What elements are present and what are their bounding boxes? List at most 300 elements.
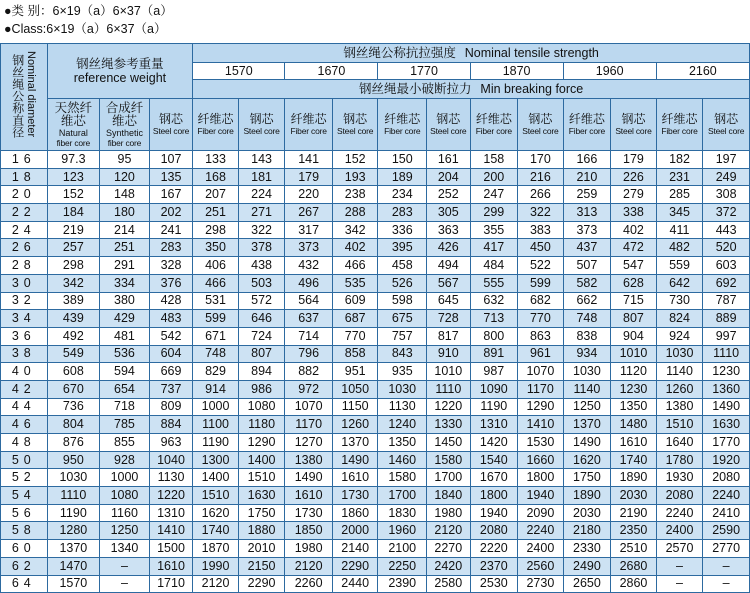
nominal-diameter-cell: 60 [1,540,48,558]
weight-cell: 669 [149,363,193,381]
breaking-force-cell: 2390 [378,575,427,593]
weight-cell: 876 [47,434,100,452]
breaking-force-cell: 858 [332,345,378,363]
table-row [1,168,750,186]
breaking-force-cell: 266 [518,186,564,204]
weight-cell: 214 [100,221,150,239]
nominal-diameter-cell: 32 [1,292,48,310]
breaking-force-cell: 1530 [518,434,564,452]
weight-cell: 536 [100,345,150,363]
weight-cell: 549 [47,345,100,363]
weight-cell: 1710 [149,575,193,593]
breaking-force-cell: 2350 [611,522,657,540]
breaking-force-cell: 1780 [656,451,703,469]
breaking-force-cell: 535 [332,274,378,292]
breaking-force-cell: 1850 [285,522,333,540]
steel-core-cn: 钢芯 [343,112,368,126]
steel-core-1960 [611,99,657,151]
fiber-core-en: Fiber core [290,126,327,136]
weight-cell: – [100,575,150,593]
table-row [1,522,750,540]
breaking-force-cell: 838 [563,327,611,345]
breaking-force-cell: 2030 [563,504,611,522]
weight-cell: 202 [149,204,193,222]
breaking-force-cell: 863 [518,327,564,345]
breaking-force-cell: 363 [427,221,471,239]
steel-core-1670 [332,99,378,151]
breaking-force-cell: 748 [563,310,611,328]
breaking-force-cell: 555 [470,274,518,292]
breaking-force-cell: 231 [656,168,703,186]
breaking-force-cell: 1580 [378,469,427,487]
breaking-force-cell: 1800 [470,487,518,505]
breaking-force-cell: 2650 [563,575,611,593]
steel-core-en: Steel core [615,126,652,136]
fiber-core-en: Fiber core [661,126,698,136]
weight-cell: 1470 [47,557,100,575]
breaking-force-cell: 1490 [332,451,378,469]
table-row [1,345,750,363]
breaking-force-cell: 402 [611,221,657,239]
caption-class-cn: ●类 别：6×19（a）6×37（a） [4,4,173,18]
fiber-core-cn: 纤维芯 [384,112,421,126]
breaking-force-cell: 2120 [285,557,333,575]
breaking-force-cell: 572 [238,292,285,310]
breaking-force-cell: 1010 [427,363,471,381]
nominal-diameter-cell: 16 [1,151,48,169]
nominal-diameter-cell: 52 [1,469,48,487]
breaking-force-cell: 1310 [470,416,518,434]
breaking-force-cell: 882 [285,363,333,381]
breaking-force-cell: 1220 [427,398,471,416]
breaking-force-cell: 220 [285,186,333,204]
breaking-force-cell: 373 [285,239,333,257]
breaking-force-cell: 951 [332,363,378,381]
breaking-force-cell: 152 [332,151,378,169]
breaking-force-cell: 796 [285,345,333,363]
breaking-force-cell: 714 [285,327,333,345]
fiber-core-cn: 纤维芯 [661,112,698,126]
breaking-force-cell: 1140 [563,380,611,398]
steel-core-cn: 钢芯 [249,112,274,126]
breaking-force-cell: 1230 [703,363,750,381]
breaking-force-cell: 484 [470,257,518,275]
breaking-force-cell: 1420 [470,434,518,452]
weight-cell: 492 [47,327,100,345]
weight-cell: 804 [47,416,100,434]
fiber-core-2160 [656,99,703,151]
breaking-force-cell: 924 [656,327,703,345]
weight-cell: 97.3 [47,151,100,169]
nominal-diameter-cell: 22 [1,204,48,222]
table-row [1,310,750,328]
weight-cell: 428 [149,292,193,310]
breaking-force-cell: 1730 [285,504,333,522]
breaking-force-cell: 1630 [238,487,285,505]
table-row [1,504,750,522]
breaking-force-cell: 1070 [285,398,333,416]
weight-cell: 167 [149,186,193,204]
table-row [1,239,750,257]
steel-core-1570 [238,99,285,151]
breaking-force-cell: 682 [518,292,564,310]
table-row [1,469,750,487]
natural-fiber-cn-2: 维芯 [60,113,86,128]
breaking-force-cell: 2190 [611,504,657,522]
table-row [1,557,750,575]
breaking-force-cell: 2490 [563,557,611,575]
table-row [1,434,750,452]
fiber-core-1570 [193,99,239,151]
breaking-force-cell: 824 [656,310,703,328]
fiber-core-cn: 纤维芯 [197,112,234,126]
breaking-force-cell: 1350 [611,398,657,416]
breaking-force-cell: 645 [427,292,471,310]
breaking-force-cell: 1620 [563,451,611,469]
fiber-core-en: Fiber core [568,126,606,136]
weight-cell: 1410 [149,522,193,540]
breaking-force-cell: 1890 [611,469,657,487]
breaking-force-cell: 267 [285,204,333,222]
breaking-force-cell: 373 [563,221,611,239]
nominal-diameter-cell: 42 [1,380,48,398]
breaking-force-cell: 432 [285,257,333,275]
weight-cell: 481 [100,327,150,345]
breaking-force-cell: 1360 [703,380,750,398]
breaking-force-cell: 1890 [563,487,611,505]
grade-1960: 1960 [563,63,656,80]
nominal-diameter-cell: 62 [1,557,48,575]
breaking-force-cell: 2220 [470,540,518,558]
breaking-force-cell: 2080 [656,487,703,505]
breaking-header-en: Min breaking force [480,82,584,96]
breaking-force-cell: 800 [470,327,518,345]
weight-cell: 107 [149,151,193,169]
breaking-force-cell: 520 [703,239,750,257]
table-row [1,292,750,310]
breaking-force-cell: 1050 [332,380,378,398]
breaking-force-cell: 308 [703,186,750,204]
weight-cell: 1030 [47,469,100,487]
weight-cell: 1340 [100,540,150,558]
breaking-force-cell: 247 [470,186,518,204]
breaking-force-cell: 891 [470,345,518,363]
weight-cell: 1040 [149,451,193,469]
table-row [1,487,750,505]
weight-cell: 1000 [100,469,150,487]
weight-cell: 328 [149,257,193,275]
breaking-force-cell: 342 [332,221,378,239]
weight-cell: 604 [149,345,193,363]
breaking-force-cell: 197 [703,151,750,169]
breaking-force-cell: 166 [563,151,611,169]
nominal-diameter-cell: 64 [1,575,48,593]
breaking-force-cell: 1700 [427,469,471,487]
breaking-force-cell: 2290 [238,575,285,593]
breaking-force-cell: 1260 [656,380,703,398]
breaking-header-cn: 钢丝绳最小破断拉力 [359,82,472,96]
breaking-force-cell: 482 [656,239,703,257]
breaking-force-cell: 2580 [427,575,471,593]
weight-cell: 251 [100,239,150,257]
breaking-force-cell: 2030 [611,487,657,505]
breaking-force-cell: 2240 [518,522,564,540]
breaking-force-cell: 179 [611,151,657,169]
breaking-force-cell: 1980 [427,504,471,522]
breaking-force-cell: 2410 [703,504,750,522]
steel-core-en: Steel core [522,126,559,136]
table-row [1,327,750,345]
breaking-force-cell: 1030 [656,345,703,363]
breaking-force-cell: 894 [238,363,285,381]
table-row [1,363,750,381]
breaking-force-cell: 2010 [238,540,285,558]
breaking-force-cell: 582 [563,274,611,292]
breaking-force-cell: 285 [656,186,703,204]
breaking-force-cell: 522 [518,257,564,275]
breaking-force-cell: 1930 [656,469,703,487]
breaking-force-cell: 910 [427,345,471,363]
weight-cell: 1250 [100,522,150,540]
diameter-header-en: Nominal diameter [24,51,37,138]
breaking-force-cell: 807 [611,310,657,328]
breaking-force-cell: 632 [470,292,518,310]
breaking-force-cell: 1250 [563,398,611,416]
breaking-force-cell: 807 [238,345,285,363]
weight-cell: 184 [47,204,100,222]
weight-cell: 1570 [47,575,100,593]
weight-cell: 135 [149,168,193,186]
breaking-force-cell: 1380 [285,451,333,469]
steel-core-weight-header [149,99,193,151]
breaking-force-cell: 1490 [563,434,611,452]
breaking-force-cell: 646 [238,310,285,328]
breaking-force-cell: 987 [470,363,518,381]
breaking-force-cell: 904 [611,327,657,345]
steel-core-1870 [518,99,564,151]
weight-cell: 718 [100,398,150,416]
breaking-force-cell: 216 [518,168,564,186]
grade-2160: 2160 [656,63,749,80]
fiber-core-en: Fiber core [384,126,421,136]
breaking-force-cell: 531 [193,292,239,310]
breaking-force-cell: 411 [656,221,703,239]
breaking-force-cell: 2770 [703,540,750,558]
breaking-force-cell: 1170 [518,380,564,398]
breaking-force-cell: 1490 [285,469,333,487]
grade-1870: 1870 [470,63,563,80]
breaking-force-cell: 829 [193,363,239,381]
table-row [1,451,750,469]
weight-cell: 1160 [100,504,150,522]
synthetic-fiber-cn-2: 维芯 [111,113,137,128]
breaking-force-cell: 1610 [332,469,378,487]
breaking-force-cell: – [656,575,703,593]
breaking-force-cell: 972 [285,380,333,398]
breaking-force-cell: 1960 [378,522,427,540]
nominal-diameter-cell: 56 [1,504,48,522]
breaking-force-cell: 770 [518,310,564,328]
nominal-diameter-cell: 46 [1,416,48,434]
nominal-diameter-cell: 40 [1,363,48,381]
breaking-force-cell: 234 [378,186,427,204]
breaking-force-cell: 1300 [193,451,239,469]
steel-core-cn: 钢芯 [436,112,461,126]
synthetic-fiber-core-header [100,99,150,151]
breaking-force-cell: 1510 [238,469,285,487]
breaking-force-cell: 889 [703,310,750,328]
breaking-force-cell: 675 [378,310,427,328]
breaking-force-cell: 503 [238,274,285,292]
breaking-force-cell: 603 [703,257,750,275]
weight-cell: 737 [149,380,193,398]
steel-core-2160 [703,99,750,151]
breaking-force-cell: 787 [703,292,750,310]
fiber-core-cn: 纤维芯 [475,112,512,126]
breaking-force-cell: 496 [285,274,333,292]
breaking-force-cell: 259 [563,186,611,204]
breaking-force-cell: 1840 [427,487,471,505]
weight-cell: 950 [47,451,100,469]
breaking-force-cell: 1170 [285,416,333,434]
wire-rope-spec-table [0,43,750,593]
breaking-force-cell: 1100 [193,416,239,434]
breaking-force-cell: 143 [238,151,285,169]
breaking-force-cell: 204 [427,168,471,186]
weight-cell: 855 [100,434,150,452]
breaking-force-cell: 1190 [193,434,239,452]
breaking-force-cell: 1350 [378,434,427,452]
breaking-force-cell: 1510 [193,487,239,505]
breaking-force-cell: 2400 [656,522,703,540]
breaking-force-cell: 2420 [427,557,471,575]
weight-cell: 1370 [47,540,100,558]
breaking-force-cell: 207 [193,186,239,204]
fiber-core-1770 [378,99,427,151]
breaking-force-cell: 317 [285,221,333,239]
breaking-force-cell: 986 [238,380,285,398]
breaking-force-cell: 200 [470,168,518,186]
table-row [1,398,750,416]
breaking-force-cell: 2440 [332,575,378,593]
breaking-force-cell: 2370 [470,557,518,575]
breaking-force-cell: 161 [427,151,471,169]
natural-fiber-cn-1: 天然纤 [54,100,93,115]
weight-cell: 1130 [149,469,193,487]
breaking-force-cell: 662 [563,292,611,310]
breaking-force-cell: 238 [332,186,378,204]
breaking-force-cell: 417 [470,239,518,257]
breaking-force-cell: 402 [332,239,378,257]
table-row [1,186,750,204]
table-row [1,274,750,292]
breaking-force-cell: 1580 [427,451,471,469]
breaking-force-cell: 1110 [427,380,471,398]
breaking-force-cell: 564 [285,292,333,310]
breaking-force-cell: 713 [470,310,518,328]
breaking-force-cell: 170 [518,151,564,169]
breaking-force-cell: 770 [332,327,378,345]
breaking-force-cell: 2250 [378,557,427,575]
breaking-force-cell: 2270 [427,540,471,558]
grade-1770: 1770 [378,63,470,80]
breaking-force-cell: 193 [332,168,378,186]
breaking-force-cell: 249 [703,168,750,186]
breaking-force-cell: 226 [611,168,657,186]
breaking-force-cell: 2530 [470,575,518,593]
breaking-force-cell: 817 [427,327,471,345]
breaking-force-cell: 426 [427,239,471,257]
breaking-force-cell: 133 [193,151,239,169]
steel-core-cn: 钢芯 [159,112,184,126]
breaking-force-cell: 997 [703,327,750,345]
breaking-force-cell: 2590 [703,522,750,540]
breaking-force-cell: 1700 [378,487,427,505]
breaking-force-cell: 1090 [470,380,518,398]
weight-cell: 439 [47,310,100,328]
synthetic-fiber-en-2: fiber core [107,137,142,148]
breaking-force-cell: 1540 [470,451,518,469]
fiber-core-1960 [563,99,611,151]
weight-cell: 1110 [47,487,100,505]
grade-1570: 1570 [193,63,285,80]
weight-cell: 219 [47,221,100,239]
breaking-force-cell: 2090 [518,504,564,522]
table-row [1,540,750,558]
tensile-header-en: Nominal tensile strength [464,46,599,60]
breaking-force-cell: 181 [238,168,285,186]
breaking-force-cell: 2680 [611,557,657,575]
breaking-force-cell: 298 [193,221,239,239]
breaking-force-cell: 715 [611,292,657,310]
breaking-force-cell: 1740 [193,522,239,540]
breaking-force-cell: 2560 [518,557,564,575]
weight-cell: 180 [100,204,150,222]
nominal-diameter-cell: 18 [1,168,48,186]
breaking-force-cell: 338 [611,204,657,222]
breaking-force-cell: 724 [238,327,285,345]
breaking-force-cell: 1370 [563,416,611,434]
tensile-strength-header [193,44,750,63]
breaking-force-cell: 1940 [518,487,564,505]
weight-header [47,44,193,99]
steel-core-cn: 钢芯 [621,112,646,126]
breaking-force-cell: 1230 [611,380,657,398]
nominal-diameter-cell: 20 [1,186,48,204]
breaking-force-cell: 395 [378,239,427,257]
breaking-force-cell: 1450 [427,434,471,452]
breaking-force-cell: 1330 [427,416,471,434]
tensile-header-cn: 钢丝绳公称抗拉强度 [343,46,456,60]
breaking-force-cell: 1150 [332,398,378,416]
nominal-diameter-cell: 50 [1,451,48,469]
breaking-force-cell: 2290 [332,557,378,575]
breaking-force-cell: 1730 [332,487,378,505]
breaking-force-header [193,80,750,99]
breaking-force-cell: 526 [378,274,427,292]
breaking-force-cell: 1260 [332,416,378,434]
breaking-force-cell: 1190 [470,398,518,416]
breaking-force-cell: 279 [611,186,657,204]
breaking-force-cell: 2860 [611,575,657,593]
breaking-force-cell: 1180 [238,416,285,434]
nominal-diameter-cell: 28 [1,257,48,275]
weight-cell: 608 [47,363,100,381]
breaking-force-cell: 1920 [703,451,750,469]
weight-cell: 380 [100,292,150,310]
weight-cell: 1080 [100,487,150,505]
breaking-force-cell: 748 [193,345,239,363]
